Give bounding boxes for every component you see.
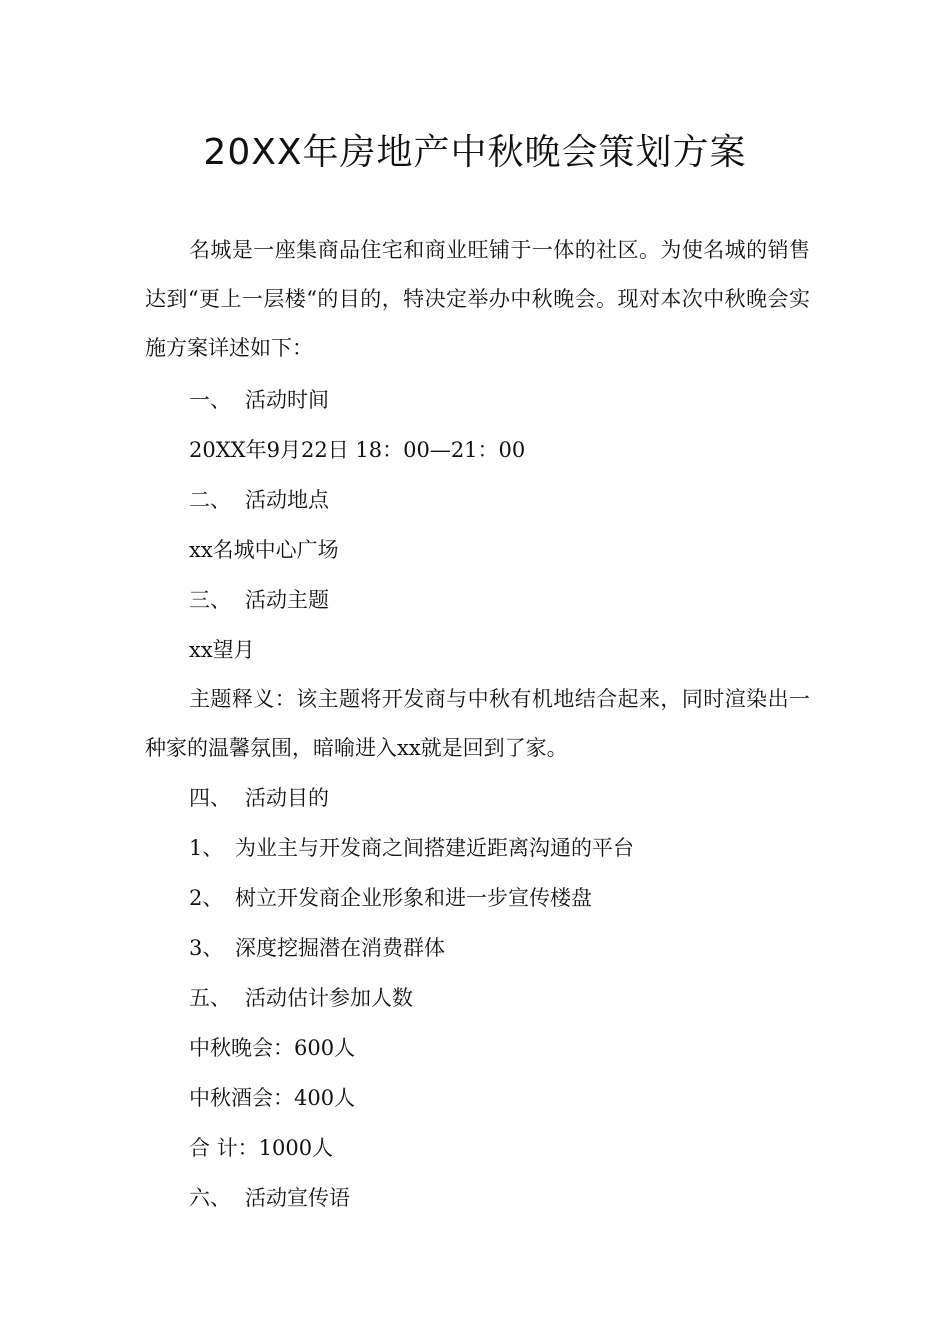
section-number: 三、 (189, 588, 231, 612)
section-heading-text: 活动估计参加人数 (245, 986, 413, 1010)
section-heading-attendance (189, 983, 413, 1013)
goal-item (189, 833, 634, 863)
goal-number: 2、 (189, 886, 224, 910)
section-number: 二、 (189, 488, 231, 512)
goal-number: 1、 (189, 836, 224, 860)
section-heading-theme (189, 585, 329, 615)
section-number: 六、 (189, 1186, 231, 1210)
section-heading-time (189, 385, 329, 415)
section-number: 五、 (189, 986, 231, 1010)
theme-explanation-paragraph: 主题释义：该主题将开发商与中秋有机地结合起来，同时渲染出一种家的温馨氛围，暗喻进入xx就是回到了家。 (145, 687, 810, 760)
section-heading-location (189, 485, 329, 515)
goal-item (189, 883, 592, 913)
section-heading-purpose (189, 783, 329, 813)
goal-item (189, 933, 445, 963)
section-heading-text: 活动时间 (245, 388, 329, 412)
goal-text: 树立开发商企业形象和进一步宣传楼盘 (235, 886, 592, 910)
goal-number: 3、 (189, 936, 224, 960)
intro-paragraph: 名城是一座集商品住宅和商业旺铺于一体的社区。为使名城的销售达到“更上一层楼“的目的，特决定举办中秋晚会。现对本次中秋晚会实施方案详述如下： (145, 238, 810, 360)
section-number: 四、 (189, 786, 231, 810)
attendance-item: 中秋酒会：400人 (189, 1086, 356, 1110)
event-time-text: 20XX年9月22日 18：00—21：00 (189, 438, 526, 462)
goal-text: 为业主与开发商之间搭建近距离沟通的平台 (235, 836, 634, 860)
section-number: 一、 (189, 388, 231, 412)
section-heading-slogan (189, 1183, 350, 1213)
section-heading-text: 活动地点 (245, 488, 329, 512)
goal-text: 深度挖掘潜在消费群体 (235, 936, 445, 960)
document-title: 20XX年房地产中秋晚会策划方案 (203, 132, 747, 173)
event-location-text: xx名城中心广场 (189, 538, 339, 562)
section-heading-text: 活动宣传语 (245, 1186, 350, 1210)
section-heading-text: 活动目的 (245, 786, 329, 810)
section-heading-text: 活动主题 (245, 588, 329, 612)
event-theme-text: xx望月 (189, 638, 255, 662)
attendance-total: 合 计：1000人 (189, 1136, 334, 1160)
attendance-item: 中秋晚会：600人 (189, 1036, 356, 1060)
